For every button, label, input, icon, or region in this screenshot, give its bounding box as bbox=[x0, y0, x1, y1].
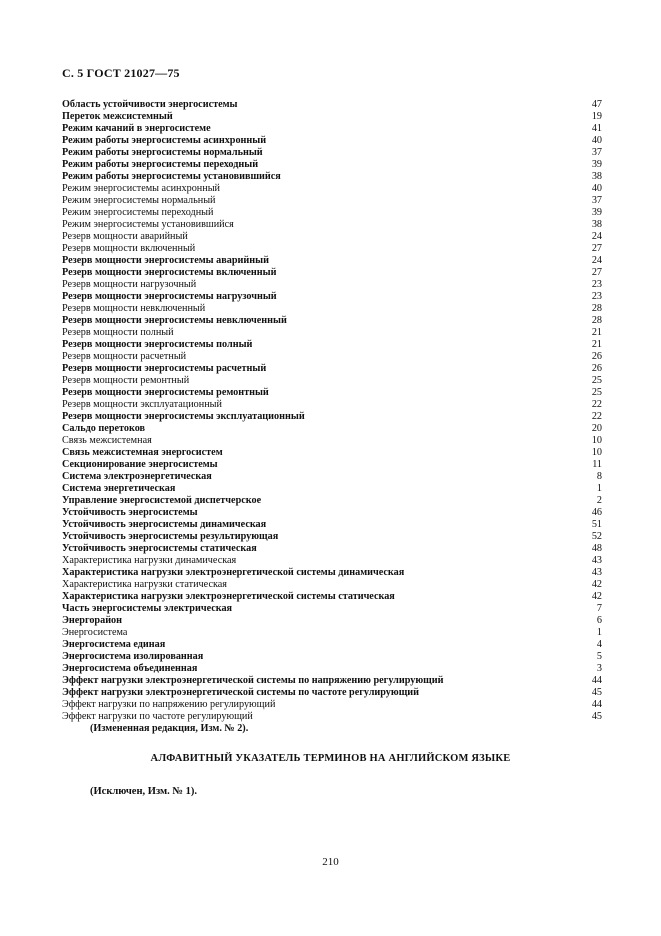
index-page-ref: 40 bbox=[591, 183, 602, 194]
index-entry bbox=[62, 507, 602, 519]
index-page-ref: 25 bbox=[591, 375, 602, 386]
index-entry bbox=[62, 315, 602, 327]
index-entry bbox=[62, 675, 602, 687]
index-page-ref: 39 bbox=[591, 159, 602, 170]
index-page-ref: 24 bbox=[591, 231, 602, 242]
index-entry bbox=[62, 219, 602, 231]
index-term: Режим энергосистемы установившийся bbox=[62, 219, 234, 230]
index-page-ref: 41 bbox=[591, 123, 602, 134]
index-term: Эффект нагрузки по напряжению регулирующий bbox=[62, 699, 276, 710]
index-entry bbox=[62, 423, 602, 435]
index-entry bbox=[62, 555, 602, 567]
index-page-ref: 26 bbox=[591, 351, 602, 362]
index-term: Секционирование энергосистемы bbox=[62, 459, 218, 470]
index-term: Резерв мощности энергосистемы полный bbox=[62, 339, 253, 350]
index-page-ref: 45 bbox=[591, 711, 602, 722]
excluded-note: (Исключен, Изм. № 1). bbox=[90, 786, 197, 797]
index-term: Система энергетическая bbox=[62, 483, 176, 494]
index-page-ref: 8 bbox=[596, 471, 602, 482]
section-heading: АЛФАВИТНЫЙ УКАЗАТЕЛЬ ТЕРМИНОВ НА АНГЛИЙСКОМ ЯЗЫКЕ bbox=[150, 753, 511, 764]
index-entry bbox=[62, 627, 602, 639]
index-term: Резерв мощности энергосистемы нагрузочный bbox=[62, 291, 277, 302]
index-page-ref: 38 bbox=[591, 219, 602, 230]
index-entry bbox=[62, 243, 602, 255]
index-page-ref: 51 bbox=[591, 519, 602, 530]
index-term: Сальдо перетоков bbox=[62, 423, 146, 434]
index-term: Режим энергосистемы нормальный bbox=[62, 195, 216, 206]
index-entry bbox=[62, 195, 602, 207]
index-page-ref: 2 bbox=[596, 495, 602, 506]
index-term: Устойчивость энергосистемы bbox=[62, 507, 198, 518]
index-entry bbox=[62, 411, 602, 423]
index-page-ref: 43 bbox=[591, 567, 602, 578]
index-term: Резерв мощности ремонтный bbox=[62, 375, 190, 386]
index-page-ref: 10 bbox=[591, 435, 602, 446]
index-page-ref: 44 bbox=[591, 699, 602, 710]
index-term: Энергосистема изолированная bbox=[62, 651, 204, 662]
index-page-ref: 48 bbox=[591, 543, 602, 554]
index-entry bbox=[62, 111, 602, 123]
index-page-ref: 26 bbox=[591, 363, 602, 374]
index-entry bbox=[62, 267, 602, 279]
index-term: Характеристика нагрузки электроэнергетической системы статическая bbox=[62, 591, 395, 602]
index-term: Эффект нагрузки по частоте регулирующий bbox=[62, 711, 253, 722]
index-term: Устойчивость энергосистемы динамическая bbox=[62, 519, 267, 530]
index-entry bbox=[62, 399, 602, 411]
index-page-ref: 37 bbox=[591, 147, 602, 158]
index-page-ref: 1 bbox=[596, 627, 602, 638]
index-entry bbox=[62, 639, 602, 651]
index-entry bbox=[62, 255, 602, 267]
index-entry bbox=[62, 375, 602, 387]
index-entry bbox=[62, 363, 602, 375]
index-page-ref: 39 bbox=[591, 207, 602, 218]
index-term: Резерв мощности энергосистемы невключенный bbox=[62, 315, 287, 326]
index-term: Характеристика нагрузки динамическая bbox=[62, 555, 237, 566]
index-page-ref: 43 bbox=[591, 555, 602, 566]
index-page-ref: 37 bbox=[591, 195, 602, 206]
index-page-ref: 5 bbox=[596, 651, 602, 662]
index-entry bbox=[62, 387, 602, 399]
index-entry bbox=[62, 615, 602, 627]
index-page-ref: 10 bbox=[591, 447, 602, 458]
index-entry bbox=[62, 231, 602, 243]
index-term: Часть энергосистемы электрическая bbox=[62, 603, 233, 614]
index-page-ref: 52 bbox=[591, 531, 602, 542]
index-term: Энергорайон bbox=[62, 615, 123, 626]
index-page-ref: 20 bbox=[591, 423, 602, 434]
index-entry bbox=[62, 687, 602, 699]
index-term: Режим работы энергосистемы переходный bbox=[62, 159, 259, 170]
index-page-ref: 11 bbox=[592, 459, 602, 470]
index-page-ref: 28 bbox=[591, 315, 602, 326]
index-entry bbox=[62, 519, 602, 531]
index-page-ref: 28 bbox=[591, 303, 602, 314]
index-term: Резерв мощности энергосистемы включенный bbox=[62, 267, 277, 278]
index-page-ref: 19 bbox=[591, 111, 602, 122]
index-entry bbox=[62, 303, 602, 315]
index-term: Эффект нагрузки электроэнергетической системы по частоте регулирующий bbox=[62, 687, 420, 698]
index-page-ref: 46 bbox=[591, 507, 602, 518]
index-entry bbox=[62, 579, 602, 591]
index-entry bbox=[62, 171, 602, 183]
index-term: Резерв мощности эксплуатационный bbox=[62, 399, 222, 410]
index-entry bbox=[62, 435, 602, 447]
index-page-ref: 42 bbox=[591, 591, 602, 602]
index-term: Характеристика нагрузки электроэнергетической системы динамическая bbox=[62, 567, 405, 578]
index-page-ref: 21 bbox=[591, 327, 602, 338]
index-term: Резерв мощности полный bbox=[62, 327, 174, 338]
index-entry bbox=[62, 99, 602, 111]
index-page-ref: 25 bbox=[591, 387, 602, 398]
index-term: Резерв мощности нагрузочный bbox=[62, 279, 197, 290]
index-entry bbox=[62, 147, 602, 159]
page-number: 210 bbox=[322, 856, 339, 868]
index-term: Резерв мощности энергосистемы эксплуатационный bbox=[62, 411, 305, 422]
index-page-ref: 23 bbox=[591, 291, 602, 302]
index-term: Режим работы энергосистемы асинхронный bbox=[62, 135, 267, 146]
index-entry bbox=[62, 471, 602, 483]
index-entry bbox=[62, 567, 602, 579]
index-term: Резерв мощности включенный bbox=[62, 243, 196, 254]
index-term: Область устойчивости энергосистемы bbox=[62, 99, 238, 110]
index-entry bbox=[62, 351, 602, 363]
index-term: Переток межсистемный bbox=[62, 111, 173, 122]
index-term: Связь межсистемная bbox=[62, 435, 152, 446]
index-term: Резерв мощности энергосистемы ремонтный bbox=[62, 387, 269, 398]
index-page-ref: 22 bbox=[591, 411, 602, 422]
index-page-ref: 27 bbox=[591, 243, 602, 254]
index-page-ref: 23 bbox=[591, 279, 602, 290]
index-entry bbox=[62, 495, 602, 507]
page-header: С. 5 ГОСТ 21027—75 bbox=[62, 66, 180, 80]
revision-note: (Измененная редакция, Изм. № 2). bbox=[90, 723, 249, 734]
index-page-ref: 47 bbox=[591, 99, 602, 110]
index-term: Резерв мощности энергосистемы расчетный bbox=[62, 363, 267, 374]
index-entry bbox=[62, 459, 602, 471]
index-entry bbox=[62, 279, 602, 291]
index-entry bbox=[62, 183, 602, 195]
index-entry bbox=[62, 603, 602, 615]
index-entry bbox=[62, 135, 602, 147]
index-term: Резерв мощности расчетный bbox=[62, 351, 187, 362]
index-entry bbox=[62, 711, 602, 723]
index-entry bbox=[62, 591, 602, 603]
index-entry bbox=[62, 483, 602, 495]
index-page-ref: 7 bbox=[596, 603, 602, 614]
index-entry bbox=[62, 699, 602, 711]
index-page-ref: 6 bbox=[596, 615, 602, 626]
index-entry bbox=[62, 327, 602, 339]
index-page-ref: 21 bbox=[591, 339, 602, 350]
index-term: Энергосистема объединенная bbox=[62, 663, 198, 674]
index-term: Режим качаний в энергосистеме bbox=[62, 123, 211, 134]
index-term: Система электроэнергетическая bbox=[62, 471, 212, 482]
index-term: Устойчивость энергосистемы результирующая bbox=[62, 531, 279, 542]
index-page-ref: 27 bbox=[591, 267, 602, 278]
index-term: Устойчивость энергосистемы статическая bbox=[62, 543, 257, 554]
index-page-ref: 3 bbox=[596, 663, 602, 674]
index-term: Резерв мощности энергосистемы аварийный bbox=[62, 255, 269, 266]
index-page-ref: 4 bbox=[596, 639, 602, 650]
index-entry bbox=[62, 531, 602, 543]
index-term: Связь межсистемная энергосистем bbox=[62, 447, 223, 458]
index-term: Энергосистема bbox=[62, 627, 128, 638]
index-entry bbox=[62, 207, 602, 219]
index-page-ref: 44 bbox=[591, 675, 602, 686]
index-page-ref: 40 bbox=[591, 135, 602, 146]
index-page-ref: 24 bbox=[591, 255, 602, 266]
index-term: Режим энергосистемы асинхронный bbox=[62, 183, 220, 194]
index-term: Режим энергосистемы переходный bbox=[62, 207, 214, 218]
index-term: Резерв мощности невключенный bbox=[62, 303, 206, 314]
index-page-ref: 22 bbox=[591, 399, 602, 410]
index-entry bbox=[62, 159, 602, 171]
index-term: Энергосистема единая bbox=[62, 639, 166, 650]
index-entry bbox=[62, 651, 602, 663]
term-index-list bbox=[62, 99, 602, 723]
index-entry bbox=[62, 543, 602, 555]
index-term: Режим работы энергосистемы нормальный bbox=[62, 147, 263, 158]
index-page-ref: 45 bbox=[591, 687, 602, 698]
index-term: Резерв мощности аварийный bbox=[62, 231, 188, 242]
index-entry bbox=[62, 663, 602, 675]
index-page-ref: 42 bbox=[591, 579, 602, 590]
index-term: Эффект нагрузки электроэнергетической системы по напряжению регулирующий bbox=[62, 675, 444, 686]
index-term: Режим работы энергосистемы установившийся bbox=[62, 171, 281, 182]
index-entry bbox=[62, 339, 602, 351]
index-page-ref: 1 bbox=[596, 483, 602, 494]
index-entry bbox=[62, 447, 602, 459]
index-term: Управление энергосистемой диспетчерское bbox=[62, 495, 262, 506]
index-page-ref: 38 bbox=[591, 171, 602, 182]
index-entry bbox=[62, 123, 602, 135]
index-term: Характеристика нагрузки статическая bbox=[62, 579, 227, 590]
index-entry bbox=[62, 291, 602, 303]
